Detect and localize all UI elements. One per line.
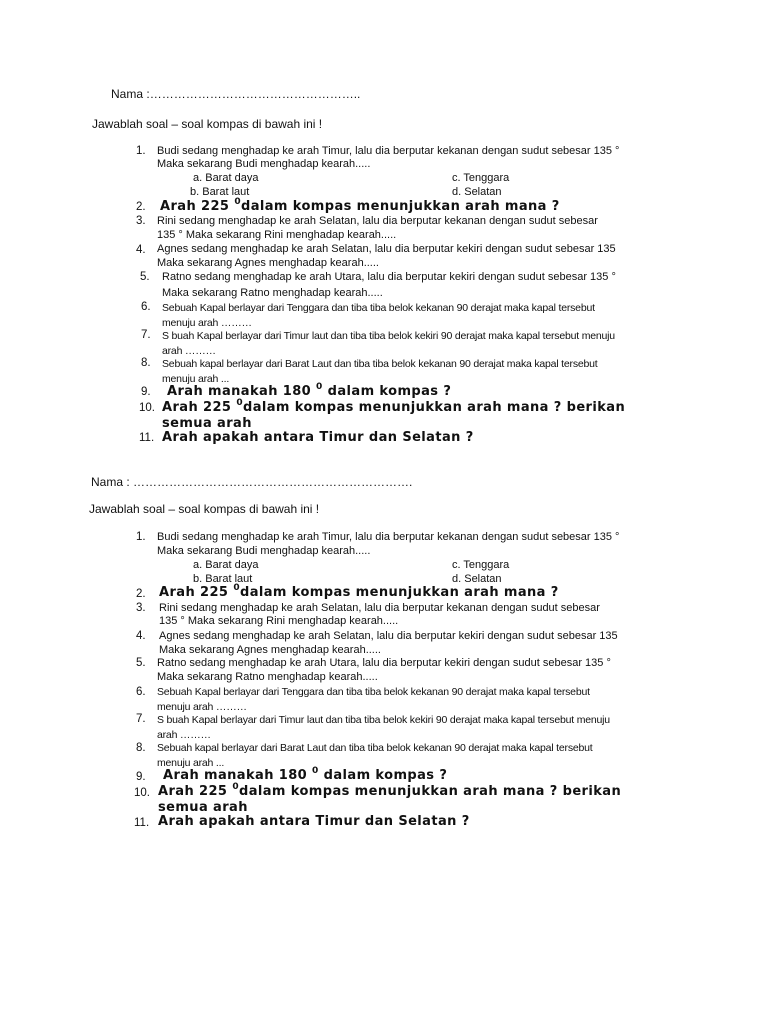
question-number: 5. [136,657,146,669]
question-number: 1. [136,531,146,543]
question-1-line-2: Maka sekarang Budi menghadap kearah..... [157,158,371,170]
option-c: c. Tenggara [452,559,510,571]
degree-mark: 0 [232,782,239,792]
question-10-line-2: semua arah [162,416,252,431]
question-number: 7. [141,329,151,341]
question-number: 8. [136,742,146,754]
question-1-line-1: Budi sedang menghadap ke arah Timur, lalu dia berputar kekanan dengan sudut sebesar 135 ° [157,145,620,157]
question-9-rest: dalam kompas ? [323,768,448,783]
name-label: Nama : [111,87,150,101]
question-9 [167,384,451,399]
question-8-line-2: menuju arah ... [157,757,225,769]
question-number: 9. [136,771,146,783]
question-3-line-2: 135 ° Maka sekarang Rini menghadap kearah..... [159,615,399,627]
question-10 [162,400,625,415]
degree-mark: 0 [234,197,241,207]
option-c: c. Tenggara [452,172,510,184]
question-10 [158,784,621,799]
degree-mark: 0 [233,583,240,593]
question-10-rest: dalam kompas menunjukkan arah mana ? berikan [238,784,622,799]
question-number: 8. [141,357,151,369]
question-10-text: Arah 225 [158,784,228,799]
question-number: 4. [136,244,146,256]
question-number: 6. [141,301,151,313]
question-7-line-2: arah ……… [162,345,216,357]
question-2-text: Arah 225 [160,199,230,214]
instruction-text: Jawablah soal – soal kompas di bawah ini ! [89,502,320,516]
question-9 [163,768,447,783]
question-2-rest: dalam kompas menunjukkan arah mana ? [240,199,560,214]
name-blank-line: ……………………………………………………………. [133,475,413,489]
option-d: d. Selatan [452,573,502,585]
question-4-line-2: Maka sekarang Agnes menghadap kearah..... [159,644,381,656]
option-a: a. Barat daya [193,172,259,184]
question-10-text: Arah 225 [162,400,232,415]
question-9-rest: dalam kompas ? [327,384,452,399]
question-number: 3. [136,602,146,614]
question-number: 4. [136,630,146,642]
question-4-line-1: Agnes sedang menghadap ke arah Selatan, lalu dia berputar kekiri dengan sudut sebesar 135 [159,630,618,642]
question-7-line-1: S buah Kapal berlayar dari Timur laut dan tiba tiba belok kekiri 90 derajat maka kapal tersebut menuju [157,714,610,726]
question-6-line-1: Sebuah Kapal berlayar dari Tenggara dan tiba tiba belok kekanan 90 derajat maka kapal tersebut [157,686,590,698]
question-2-text: Arah 225 [159,585,229,600]
question-1-line-2: Maka sekarang Budi menghadap kearah..... [157,545,371,557]
question-number: 5. [140,271,150,283]
question-6-line-1: Sebuah Kapal berlayar dari Tenggara dan tiba tiba belok kekanan 90 derajat maka kapal tersebut [162,302,595,314]
question-2 [159,585,559,600]
question-6-line-2: menuju arah ……… [157,701,247,713]
question-10-line-2: semua arah [158,800,248,815]
option-b: b. Barat laut [193,573,253,585]
question-number: 9. [141,386,151,398]
option-d: d. Selatan [452,186,502,198]
option-a: a. Barat daya [193,559,259,571]
name-field [111,87,360,101]
degree-mark: 0 [316,382,323,392]
question-number: 10. [134,787,150,799]
question-number: 10. [139,402,155,414]
option-b: b. Barat laut [190,186,250,198]
question-number: 11. [139,432,155,444]
question-8-line-1: Sebuah kapal berlayar dari Barat Laut dan tiba tiba belok kekanan 90 derajat maka kapal tersebut [157,742,593,754]
question-2-rest: dalam kompas menunjukkan arah mana ? [239,585,559,600]
question-6-line-2: menuju arah ……… [162,317,252,329]
name-field [91,475,412,489]
question-4-line-2: Maka sekarang Agnes menghadap kearah..... [157,257,379,269]
question-9-text: Arah manakah 180 [167,384,312,399]
question-2 [160,199,560,214]
question-10-rest: dalam kompas menunjukkan arah mana ? berikan [242,400,626,415]
question-7-line-1: S buah Kapal berlayar dari Timur laut dan tiba tiba belok kekiri 90 derajat maka kapal tersebut menuju [162,330,615,342]
question-8-line-2: menuju arah ... [162,373,230,385]
question-8-line-1: Sebuah kapal berlayar dari Barat Laut dan tiba tiba belok kekanan 90 derajat maka kapal tersebut [162,358,598,370]
question-number: 2. [136,588,146,600]
question-1-line-1: Budi sedang menghadap ke arah Timur, lalu dia berputar kekanan dengan sudut sebesar 135 ° [157,531,620,543]
question-5-line-2: Maka sekarang Ratno menghadap kearah..... [162,287,383,299]
question-number: 2. [136,201,146,213]
question-7-line-2: arah ……… [157,729,211,741]
question-4-line-1: Agnes sedang menghadap ke arah Selatan, lalu dia berputar kekiri dengan sudut sebesar 135 [157,243,616,255]
question-number: 6. [136,686,146,698]
question-5-line-1: Ratno sedang menghadap ke arah Utara, lalu dia berputar kekiri dengan sudut sebesar 135 ° [157,657,611,669]
question-number: 7. [136,713,146,725]
degree-mark: 0 [312,766,319,776]
question-number: 11. [134,817,150,829]
question-11: Arah apakah antara Timur dan Selatan ? [158,814,470,829]
instruction-text: Jawablah soal – soal kompas di bawah ini ! [92,117,323,131]
question-5-line-1: Ratno sedang menghadap ke arah Utara, lalu dia berputar kekiri dengan sudut sebesar 135 ° [162,271,616,283]
question-9-text: Arah manakah 180 [163,768,308,783]
question-3-line-2: 135 ° Maka sekarang Rini menghadap kearah..... [157,229,397,241]
question-5-line-2: Maka sekarang Ratno menghadap kearah..... [157,671,378,683]
question-11: Arah apakah antara Timur dan Selatan ? [162,430,474,445]
name-blank-line: …………………………………………….. [149,87,361,101]
question-number: 3. [136,215,146,227]
degree-mark: 0 [236,398,243,408]
name-label: Nama : [91,475,130,489]
question-number: 1. [136,145,146,157]
question-3-line-1: Rini sedang menghadap ke arah Selatan, lalu dia berputar kekanan dengan sudut sebesar [159,602,600,614]
question-3-line-1: Rini sedang menghadap ke arah Selatan, lalu dia berputar kekanan dengan sudut sebesar [157,215,598,227]
